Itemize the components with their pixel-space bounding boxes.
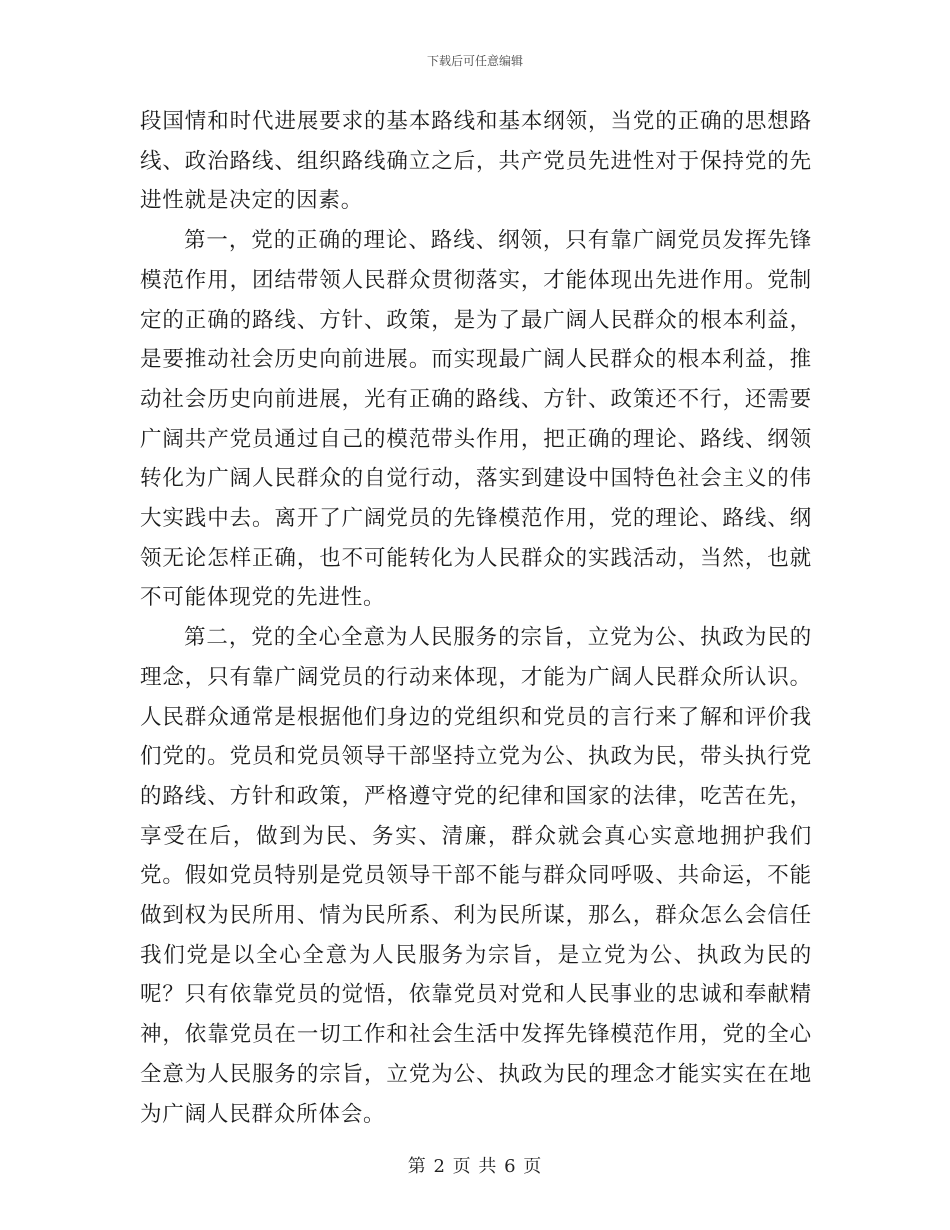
page-header: 下载后可任意编辑 <box>426 54 523 68</box>
paragraph-first-point: 第一，党的正确的理论、路线、纲领，只有靠广阔党员发挥先锋模范作用，团结带领人民群众贯彻落实，才能体现出先进作用。党制定的正确的路线、方针、政策，是为了最广阔人民群众的根本利益，是要推动社会历史向前进展。而实现最广阔人民群众的根本利益，推动社会历史向前进展，光有正确的路线、方针、政策还不行，还需要广阔共产党员通过自己的模范带头作用，把正确的理论、路线、纲领转化为广阔人民群众的自觉行动，落实到建设中国特色社会主义的伟大实践中去。离开了广阔党员的先锋模范作用，党的理论、路线、纲领无论怎样正确，也不可能转化为人民群众的实践活动，当然，也就不可能体现党的先进性。 <box>140 228 812 611</box>
paragraph-continuation: 段国情和时代进展要求的基本路线和基本纲领，当党的正确的思想路线、政治路线、组织路线确立之后，共产党员先进性对于保持党的先进性就是决定的因素。 <box>140 109 812 214</box>
paragraph-second-point: 第二，党的全心全意为人民服务的宗旨，立党为公、执政为民的理念，只有靠广阔党员的行动来体现，才能为广阔人民群众所认识。人民群众通常是根据他们身边的党组织和党员的言行来了解和评价我们党的。党员和党员领导干部坚持立党为公、执政为民，带头执行党的路线、方针和政策，严格遵守党的纪律和国家的法律，吃苦在先，享受在后，做到为民、务实、清廉，群众就会真心实意地拥护我们党。假如党员特别是党员领导干部不能与群众同呼吸、共命运，不能做到权为民所用、情为民所系、利为民所谋，那么，群众怎么会信任我们党是以全心全意为人民服务为宗旨，是立党为公、执政为民的呢？只有依靠党员的觉悟，依靠党员对党和人民事业的忠诚和奉献精神，依靠党员在一切工作和社会生活中发挥先锋模范作用，党的全心全意为人民服务的宗旨，立党为公、执政为民的理念才能实实在在地为广阔人民群众所体会。 <box>140 625 812 1127</box>
page-footer-page-number: 第 2 页 共 6 页 <box>407 1156 543 1177</box>
document-body <box>140 102 812 1134</box>
